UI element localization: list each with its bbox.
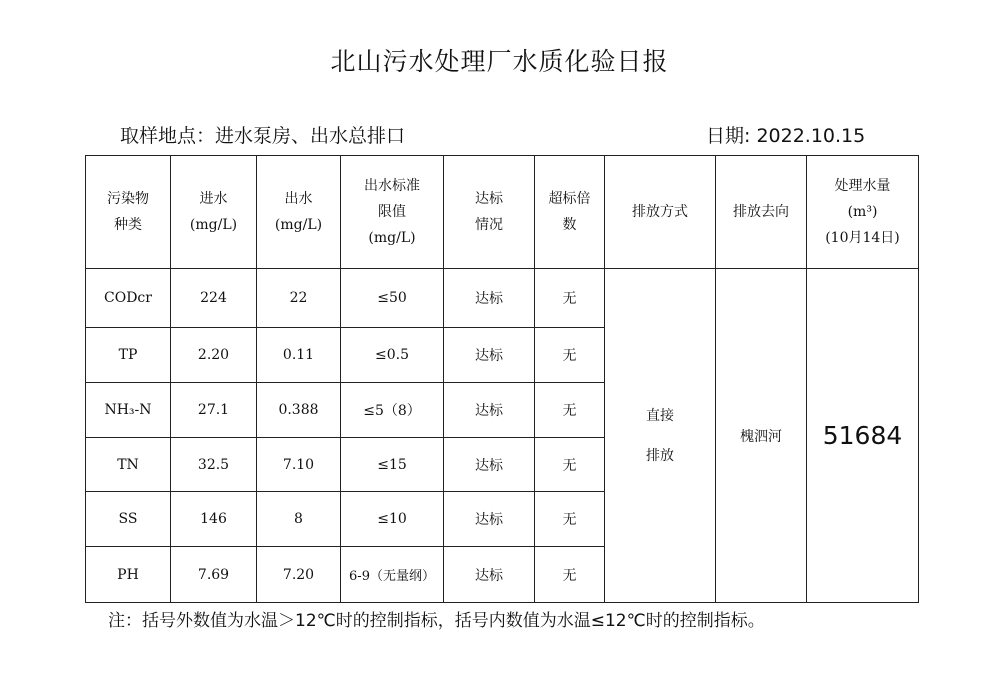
effluent-cell: 0.11 bbox=[257, 328, 341, 383]
discharge-method-cell bbox=[605, 269, 716, 603]
sampling-location: 取样地点：进水泵房、出水总排口 bbox=[120, 125, 406, 147]
header-limit-line1: 出水标准 bbox=[364, 178, 420, 194]
discharge-method-line1: 直接 bbox=[646, 407, 674, 424]
pollutant-cell: SS bbox=[86, 492, 171, 547]
header-status-line1: 达标 bbox=[475, 191, 503, 207]
header-influent-line2: (mg/L) bbox=[189, 217, 238, 233]
header-exceed-line1: 超标倍 bbox=[548, 191, 591, 207]
status-cell: 达标 bbox=[444, 328, 535, 383]
treated-volume-cell: 51684 bbox=[807, 269, 919, 603]
header-pollutant-line2: 种类 bbox=[114, 217, 142, 233]
limit-cell: ≤5（8） bbox=[341, 383, 444, 438]
header-volume-line1: 处理水量 bbox=[834, 178, 891, 194]
effluent-cell: 8 bbox=[257, 492, 341, 547]
status-cell: 达标 bbox=[444, 547, 535, 603]
header-status bbox=[444, 156, 535, 269]
influent-cell: 224 bbox=[171, 269, 257, 328]
effluent-cell: 7.10 bbox=[257, 438, 341, 492]
header-destination: 排放去向 bbox=[716, 156, 807, 269]
header-exceed bbox=[535, 156, 605, 269]
effluent-cell: 0.388 bbox=[257, 383, 341, 438]
discharge-method-line2: 排放 bbox=[646, 447, 674, 464]
influent-cell: 2.20 bbox=[171, 328, 257, 383]
influent-cell: 7.69 bbox=[171, 547, 257, 603]
limit-cell: 6-9（无量纲） bbox=[341, 547, 444, 603]
header-volume-line3: (10月14日) bbox=[825, 230, 900, 246]
header-volume bbox=[807, 156, 919, 269]
header-effluent-line1: 出水 bbox=[284, 191, 313, 207]
header-effluent-line2: (mg/L) bbox=[274, 217, 323, 233]
status-cell: 达标 bbox=[444, 492, 535, 547]
header-limit bbox=[341, 156, 444, 269]
water-quality-table bbox=[85, 155, 919, 603]
effluent-cell: 22 bbox=[257, 269, 341, 328]
exceed-cell: 无 bbox=[535, 269, 605, 328]
limit-cell: ≤0.5 bbox=[341, 328, 444, 383]
footnote: 注：括号外数值为水温＞12℃时的控制指标，括号内数值为水温≤12℃时的控制指标。 bbox=[108, 611, 765, 631]
limit-cell: ≤50 bbox=[341, 269, 444, 328]
pollutant-cell: CODcr bbox=[86, 269, 171, 328]
status-cell: 达标 bbox=[444, 438, 535, 492]
status-cell: 达标 bbox=[444, 383, 535, 438]
table-header-row bbox=[86, 156, 919, 269]
effluent-cell: 7.20 bbox=[257, 547, 341, 603]
limit-cell: ≤10 bbox=[341, 492, 444, 547]
pollutant-cell: NH₃-N bbox=[86, 383, 171, 438]
header-volume-line2: (m³) bbox=[847, 204, 878, 220]
influent-cell: 27.1 bbox=[171, 383, 257, 438]
influent-cell: 146 bbox=[171, 492, 257, 547]
report-date: 日期: 2022.10.15 bbox=[706, 125, 866, 147]
header-method: 排放方式 bbox=[605, 156, 716, 269]
exceed-cell: 无 bbox=[535, 328, 605, 383]
exceed-cell: 无 bbox=[535, 383, 605, 438]
header-pollutant-line1: 污染物 bbox=[107, 191, 149, 207]
exceed-cell: 无 bbox=[535, 438, 605, 492]
pollutant-cell: PH bbox=[86, 547, 171, 603]
header-pollutant bbox=[86, 156, 171, 269]
header-influent-line1: 进水 bbox=[199, 191, 228, 207]
limit-cell: ≤15 bbox=[341, 438, 444, 492]
pollutant-cell: TN bbox=[86, 438, 171, 492]
exceed-cell: 无 bbox=[535, 492, 605, 547]
report-title: 北山污水处理厂水质化验日报 bbox=[330, 47, 669, 76]
discharge-destination-cell: 槐泗河 bbox=[716, 269, 807, 603]
header-effluent bbox=[257, 156, 341, 269]
header-influent bbox=[171, 156, 257, 269]
header-limit-line2: 限值 bbox=[378, 204, 406, 220]
exceed-cell: 无 bbox=[535, 547, 605, 603]
header-limit-line3: (mg/L) bbox=[368, 230, 416, 246]
influent-cell: 32.5 bbox=[171, 438, 257, 492]
pollutant-cell: TP bbox=[86, 328, 171, 383]
status-cell: 达标 bbox=[444, 269, 535, 328]
table-row bbox=[86, 269, 919, 328]
header-exceed-line2: 数 bbox=[562, 217, 577, 233]
header-status-line2: 情况 bbox=[475, 217, 503, 233]
